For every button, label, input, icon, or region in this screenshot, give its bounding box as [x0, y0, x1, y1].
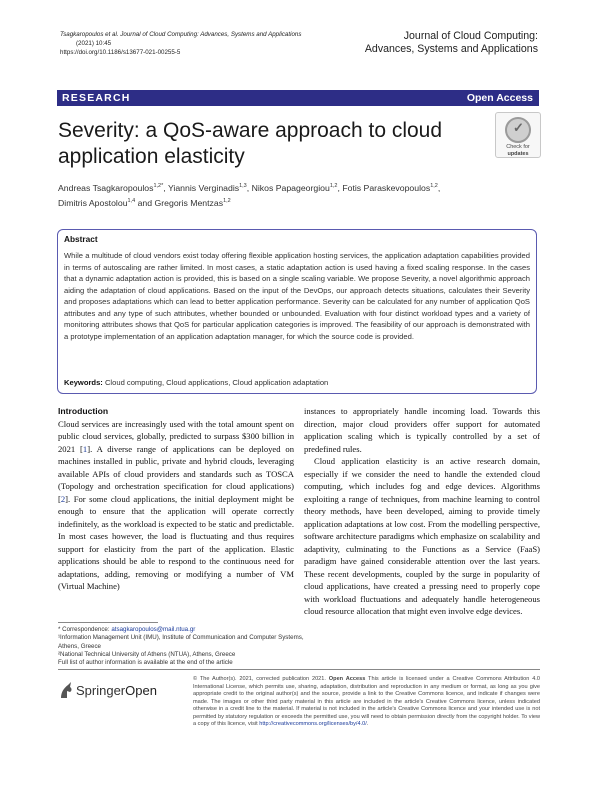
author-affiliation: 1,2 [223, 198, 231, 205]
correspondence [58, 626, 308, 634]
author-affiliation: 1,2* [153, 183, 164, 189]
paragraph-text: ]. For some cloud applications, the initial deployment might be enough to ensure that the application will operate correctly indefinitely, as the workload is expected to be static and predictable. In most cases however, the load is fluctuating and thus requires support for elasticity from the part of the application. Elastic applications should be able to respond to the continuous need for adaptations, adding, removing or modifying a number of VM (Virtual Machine) [58, 493, 294, 591]
author-separator: , [246, 182, 252, 193]
author-info-note: Full list of author information is available at the end of the article [58, 659, 233, 667]
author-affiliation: 1,2 [430, 183, 438, 189]
article-type-label: RESEARCH [62, 92, 131, 104]
license-text: . [366, 721, 369, 727]
citation-line-1: Tsagkaropoulos et al. Journal of Cloud Computing: Advances, Systems and Applications [60, 31, 302, 38]
email-link[interactable]: atsagkaropoulos@mail.ntua.gr [111, 626, 196, 633]
springer-open-logo [58, 680, 168, 704]
correspondence-label: * Correspondence: [58, 626, 112, 633]
bookmark-icon: ✓ [505, 117, 531, 143]
citation-header [60, 30, 360, 57]
author-separator: , [437, 182, 441, 193]
citation-link[interactable]: 1 [82, 443, 88, 454]
badge-line-1: Check for [506, 144, 530, 150]
doi-link[interactable]: https://doi.org/10.1186/s13677-021-00255-5 [60, 49, 181, 56]
author-name[interactable]: Andreas Tsagkaropoulos [58, 182, 154, 193]
check-for-updates-badge[interactable] [495, 112, 541, 158]
article-type-banner [57, 90, 539, 106]
license-link[interactable]: http://creativecommons.org/licenses/by/4.0/ [259, 721, 367, 727]
publisher-name: Springer [76, 683, 126, 698]
footnotes [58, 626, 308, 667]
section-heading-introduction: Introduction [58, 406, 109, 416]
author-name[interactable]: Nikos Papageorgiou [251, 182, 330, 193]
journal-title-line-1: Journal of Cloud Computing: [403, 30, 538, 42]
body-column-right [304, 405, 540, 618]
paragraph [58, 418, 294, 593]
author-name[interactable]: Dimitris Apostolou [58, 198, 128, 209]
keywords-list: Cloud computing, Cloud applications, Cloud application adaptation [104, 378, 329, 387]
citation-line-2: (2021) 10:45 [76, 40, 112, 47]
author-name[interactable]: Fotis Paraskevopoulos [342, 182, 431, 193]
article-title-line-1: Severity: a QoS-aware approach to cloud [58, 119, 443, 142]
open-access-label: Open Access [466, 92, 533, 104]
paragraph-text: ]. A diverse range of applications can be deployed on machines installed in public, private and hybrid clouds, leveraging available APIs of cloud providers and standards such as TOSCA (Topology and orchestration specification for cloud applications) [ [58, 443, 294, 504]
article-title-line-2: application elasticity [58, 145, 245, 168]
author-name[interactable]: Gregoris Mentzas [154, 198, 224, 209]
paragraph-text: Cloud services are increasingly used with the total amount spent on public cloud services, globally, predicted to surpass $300 billion in 2021 [ [58, 418, 294, 454]
author-name[interactable]: Yiannis Verginadis [167, 182, 240, 193]
author-affiliation: 1,4 [127, 198, 136, 205]
paragraph: Cloud application elasticity is an active research domain, especially if we consider the need to handle the extended cloud computing, which includes fog and edge devices. Algorithms exploiting a range of techniques, from machine learning to control theory methods, have been developed, aiming to provide timely application adaptations at low cost. From the modelling perspective, software architecture paradigms which emphasize on scalability and adaptivity, culminating to the Functions as a Service (FaaS) paradigm have gained considerable attention over the last years. These recent developments, coupled by the surge in popularity of cloud applications, have created a pressing need to properly cope with workload fluctuations and adequately handle heterogeneous cloud resource allocation that might even involve edge devices. [304, 456, 540, 616]
journal-title [338, 30, 538, 55]
footer-divider [58, 669, 540, 670]
springer-open-wordmark [76, 683, 157, 698]
author-list [58, 180, 518, 211]
body-column-left [58, 405, 294, 593]
author-affiliation: 1,3 [239, 183, 247, 189]
affiliation-2: ²National Technical University of Athens (NTUA), Athens, Greece [58, 650, 236, 658]
springer-horse-icon [58, 680, 74, 700]
article-title [58, 118, 478, 170]
footnote-divider [58, 622, 158, 623]
license-text: © The Author(s). 2021, corrected publication 2021. [193, 676, 329, 682]
author-separator: and [135, 198, 155, 209]
badge-line-2: updates [507, 150, 529, 157]
citation-link[interactable]: 2 [60, 493, 66, 504]
abstract-text: While a multitude of cloud vendors exist today offering flexible application hosting services, the application adaptation capabilities provided in terms of autoscaling are rather limited. In most cases, a static adaptation action is used having a fixed scaling response. In the cases that a dynamic adaptation action is provided, this is based on a single scaling variable. We propose Severity, a novel algorithmic approach aiding the adaptation of cloud applications. Based on the input of the DevOps, our approach detects situations, calculates their Severity and proposes adaptations which can lead to better application performance. Severity can be calculated for any number of application QoS attributes and any type of such attributes, whether bounded or unbounded. Evaluation with four distinct workload types and a variety of monitoring attributes shows that QoS for particular application categories is improved. The feasibility of our approach is demonstrated with a prototype implementation of an application adaptation manager, for which the source code is provided. [64, 251, 530, 341]
author-affiliation: 1,2 [329, 183, 338, 189]
author-separator: , [163, 182, 168, 193]
author-separator: , [337, 182, 343, 193]
publisher-suffix: Open [125, 683, 157, 698]
journal-title-line-2: Advances, Systems and Applications [364, 42, 538, 55]
license-text: This article is licensed under a Creative Commons Attribution 4.0 International License, which permits use, sharing, adaptation, distribution and reproduction in any medium or format, as long as you give appropriate credit to the original author(s) and the source, provide a link to the Creative Commons licence, and indicate if changes were made. The images or other third party material in this article are included in the article's Creative Commons licence, unless indicated otherwise in a credit line to the material. If material is not included in the article's Creative Commons licence and your intended use is not permitted by statutory regulation or exceeds the permitted use, you will need to obtain permission directly from the copyright holder. To view a copy of this licence, visit [193, 676, 540, 727]
paragraph: instances to appropriately handle incoming load. Towards this direction, major cloud providers offer support for automated application scaling which is typically controlled by a set of predefined rules. [304, 406, 540, 454]
license-notice [193, 676, 540, 729]
keywords-label: Keywords: [64, 378, 103, 387]
keywords [64, 377, 530, 388]
abstract-box [57, 229, 537, 394]
affiliation-1: ¹Information Management Unit (IMU), Institute of Communication and Computer Systems, Athens, Greece [58, 634, 304, 650]
abstract-heading: Abstract [64, 234, 98, 244]
license-open-access: Open Access [328, 676, 366, 682]
